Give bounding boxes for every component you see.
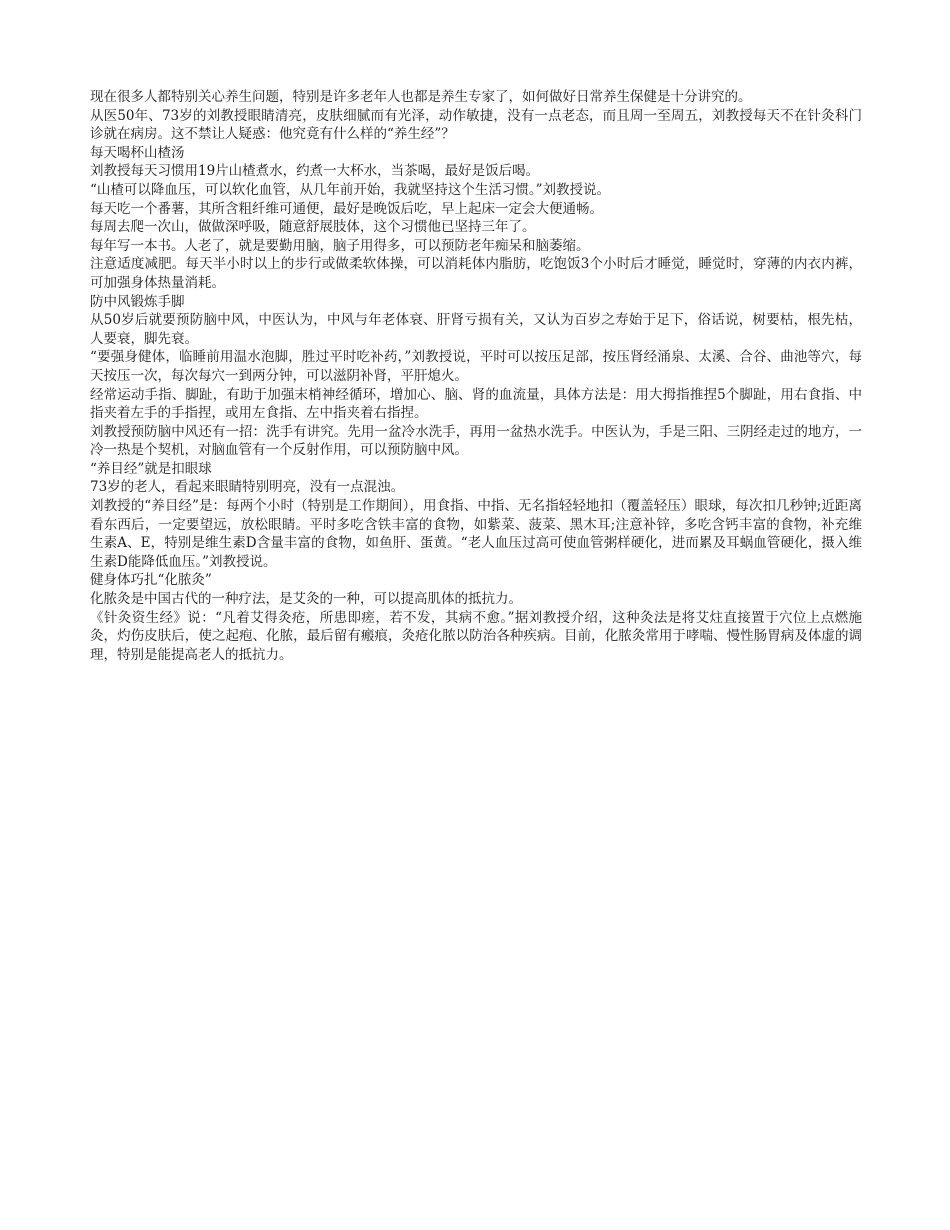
body-paragraph: 每天吃一个番薯，其所含粗纤维可通便，最好是晚饭后吃，早上起床一定会大便通畅。	[90, 200, 603, 217]
body-paragraph: 73岁的老人，看起来眼睛特别明亮，没有一点混浊。	[90, 479, 405, 496]
body-paragraph: 刘教授每天习惯用19片山楂煮水，约煮一大杯水，当茶喝，最好是饭后喝。	[90, 163, 540, 180]
body-paragraph: 从50岁后就要预防脑中风，中医认为，中风与年老体衰、肝肾亏损有关，又认为百岁之寿始于足下，俗话说，树要枯，根先枯，人要衰，脚先衰。	[90, 312, 862, 347]
body-paragraph: 《针灸资生经》说：“凡着艾得灸疮，所患即瘥，若不发，其病不愈。”据刘教授介绍，这种灸法是将艾炷直接置于穴位上点燃施灸，灼伤皮肤后，使之起疱、化脓，最后留有瘢痕，灸疮化脓以防治各种疾病。目前，化脓灸常用于哮喘、慢性肠胃病及体虚的调理，特别是能提高老人的抵抗力。	[90, 609, 862, 663]
body-paragraph: 刘教授预防脑中风还有一招：洗手有讲究。先用一盆冷水洗手，再用一盆热水洗手。中医认为，手是三阳、三阴经走过的地方，一冷一热是个契机，对脑血管有一个反射作用，可以预防脑中风。	[90, 423, 862, 459]
body-paragraph: “要强身健体，临睡前用温水泡脚，胜过平时吃补药，”刘教授说，平时可以按压足部，按压肾经涌泉、太溪、合谷、曲池等穴，每天按压一次，每次每穴一到两分钟，可以滋阴补肾，平肝熄火。	[90, 349, 862, 384]
body-paragraph: 化脓灸是中国古代的一种疗法，是艾灸的一种，可以提高肌体的抵抗力。	[90, 591, 522, 608]
section-heading: 每天喝杯山楂汤	[90, 144, 185, 161]
body-paragraph: 每周去爬一次山，做做深呼吸，随意舒展肢体，这个习惯他已坚持三年了。	[90, 219, 536, 236]
body-paragraph: 经常运动手指、脚趾，有助于加强末梢神经循环，增加心、脑、肾的血流量，具体方法是：用大拇指推捏5个脚趾，用右食指、中指夹着左手的手指捏，或用左食指、左中指夹着右指捏。	[90, 386, 862, 422]
intro-paragraph: 现在很多人都特别关心养生问题，特别是许多老年人也都是养生专家了，如何做好日常养生保健是十分讲究的。	[90, 89, 752, 105]
body-paragraph: 刘教授的“养目经”是：每两个小时（特别是工作期间），用食指、中指、无名指轻轻地扣（覆盖轻压）眼球，每次扣几秒钟;近距离看东西后，一定要望远，放松眼睛。平时多吃含铁丰富的食物，如紫菜、菠菜、黑木耳;注意补锌，多吃含钙丰富的食物，补充维生素A、E，特别是维生素D含量丰富的食物，如鱼肝、蛋黄。“老人血压过高可使血管粥样硬化，进而累及耳蜗血管硬化，摄入维生素D能降低血压。”刘教授说。	[90, 498, 862, 570]
body-paragraph: 注意适度减肥。每天半小时以上的步行或做柔软体操，可以消耗体内脂肪，吃饱饭3个小时后才睡觉，睡觉时，穿薄的内衣内裤，可加强身体热量消耗。	[90, 256, 862, 291]
article-body	[90, 88, 862, 664]
section-heading: 健身体巧扎“化脓灸”	[90, 572, 212, 589]
body-paragraph: 每年写一本书。人老了，就是要勤用脑，脑子用得多，可以预防老年痴呆和脑萎缩。	[90, 237, 590, 254]
section-heading: 防中风锻炼手脚	[90, 293, 185, 310]
section-heading: “养目经”就是扣眼球	[90, 460, 212, 477]
intro-paragraph: 从医50年、73岁的刘教授眼睛清亮，皮肤细腻而有光泽，动作敏捷，没有一点老态，而且周一至周五，刘教授每天不在针灸科门诊就在病房。这不禁让人疑惑：他究竟有什么样的“养生经”？	[90, 107, 862, 143]
body-paragraph: “山楂可以降血压，可以软化血管，从几年前开始，我就坚持这个生活习惯。”刘教授说。	[90, 181, 611, 198]
